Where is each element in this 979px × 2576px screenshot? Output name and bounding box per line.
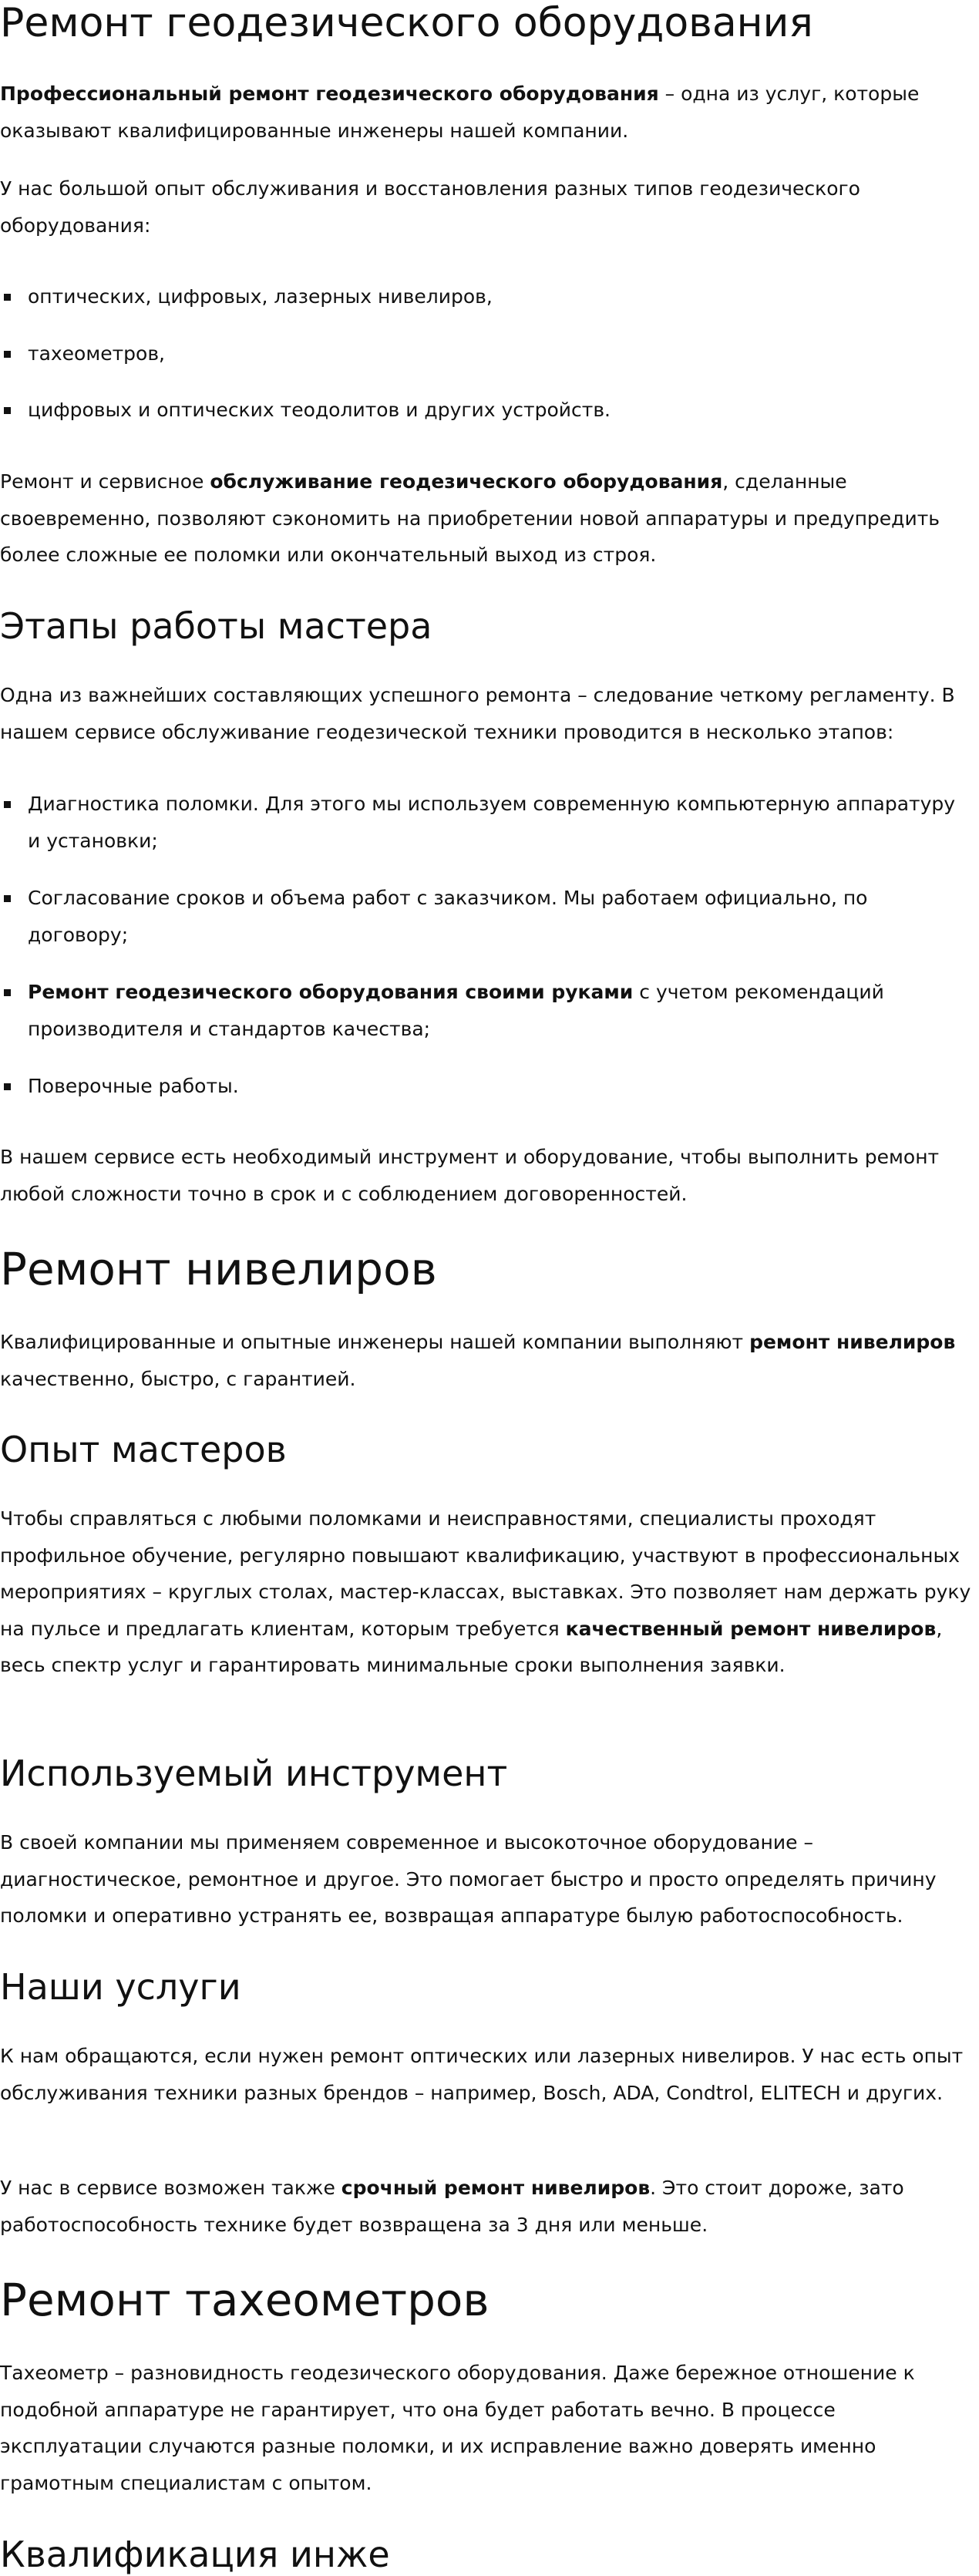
stages-intro: Одна из важнейших составляющих успешного ремонта – следование четкому регламенту. В нашем сервисе обслуживание геодезической техники проводится в несколько этапов: bbox=[0, 684, 955, 743]
list-item: тахеометров, bbox=[0, 335, 973, 372]
stages-heading: Этапы работы мастера bbox=[0, 605, 432, 647]
services-paragraph-2 bbox=[0, 2170, 973, 2243]
masters-bold: качественный ремонт нивелиров bbox=[565, 1617, 937, 1640]
experience-paragraph: У нас большой опыт обслуживания и восстановления разных типов геодезического оборудования: bbox=[0, 177, 860, 237]
levels-heading: Ремонт нивелиров bbox=[0, 1243, 437, 1295]
service-text-post: , сделанные своевременно, позволяют сэкономить на приобретении новой аппаратуры и предупредить более сложные ее поломки или окончательный выход из строя. bbox=[0, 470, 940, 566]
levels-text-post: качественно, быстро, с гарантией. bbox=[0, 1367, 356, 1390]
services-heading: Наши услуги bbox=[0, 1966, 241, 2008]
masters-text-pre: Чтобы справляться с любыми поломками и неисправностями, специалисты проходят профильное обучение, регулярно повышают квалификацию, участвуют в профессиональных мероприятиях – круглых столах, мастер-классах, выставках. Это позволяет нам держать руку на пульсе и предлагать клиентам, которым требуется bbox=[0, 1507, 971, 1640]
list-item: Согласование сроков и объема работ с заказчиком. Мы работаем официально, по договору; bbox=[0, 880, 973, 953]
tools-paragraph: В своей компании мы применяем современное и высокоточное оборудование – диагностическое, ремонтное и другое. Это помогает быстро и просто определять причину поломки и оперативно устранять ее, возвращая аппаратуре былую работоспособность. bbox=[0, 1831, 937, 1927]
levels-paragraph bbox=[0, 1324, 973, 1397]
service-bold: обслуживание геодезического оборудования bbox=[210, 470, 723, 493]
stages-list bbox=[0, 786, 973, 1105]
list-item: Диагностика поломки. Для этого мы используем современную компьютерную аппаратуру и установки; bbox=[0, 786, 973, 859]
list-item: оптических, цифровых, лазерных нивелиров, bbox=[0, 278, 973, 315]
services-text-pre: У нас в сервисе возможен также bbox=[0, 2177, 341, 2199]
page-title: Ремонт геодезического оборудования bbox=[0, 0, 813, 46]
levels-text-pre: Квалифицированные и опытные инженеры нашей компании выполняют bbox=[0, 1331, 750, 1353]
services-text-post: . Это стоит дороже, зато работоспособность технике будет возвращена за 3 дня или меньше. bbox=[0, 2177, 904, 2236]
list-item: цифровых и оптических теодолитов и других устройств. bbox=[0, 392, 973, 429]
intro-text: – одна из услуг, которые оказывают квалифицированные инженеры нашей компании. bbox=[0, 82, 920, 142]
services-paragraph-1: К нам обращаются, если нужен ремонт оптических или лазерных нивелиров. У нас есть опыт обслуживания техники разных брендов – например, Bosch, ADA, Condtrol, ELITECH и других. bbox=[0, 2045, 964, 2104]
masters-heading: Опыт мастеров bbox=[0, 1429, 287, 1470]
services-bold: срочный ремонт нивелиров bbox=[341, 2177, 651, 2199]
service-paragraph bbox=[0, 463, 973, 574]
tools-heading: Используемый инструмент bbox=[0, 1753, 508, 1794]
qualification-heading: Квалификация инже bbox=[0, 2534, 390, 2575]
stages-outro: В нашем сервисе есть необходимый инструмент и оборудование, чтобы выполнить ремонт любой сложности точно в срок и с соблюдением договоренностей. bbox=[0, 1146, 940, 1205]
levels-bold: ремонт нивелиров bbox=[749, 1331, 956, 1353]
list-item bbox=[0, 974, 973, 1047]
stage-text: с учетом рекомендаций производителя и стандартов качества; bbox=[28, 981, 884, 1040]
intro-bold: Профессиональный ремонт геодезического оборудования bbox=[0, 82, 659, 105]
equipment-list bbox=[0, 278, 973, 429]
stage-bold: Ремонт геодезического оборудования своими руками bbox=[28, 981, 634, 1003]
masters-paragraph bbox=[0, 1500, 973, 1684]
service-text-pre: Ремонт и сервисное bbox=[0, 470, 210, 493]
total-stations-heading: Ремонт тахеометров bbox=[0, 2274, 490, 2326]
masters-text-post: , весь спектр услуг и гарантировать минимальные сроки выполнения заявки. bbox=[0, 1617, 943, 1676]
list-item: Поверочные работы. bbox=[0, 1068, 973, 1105]
total-stations-paragraph: Тахеометр – разновидность геодезического оборудования. Даже бережное отношение к подобной аппаратуре не гарантирует, что она будет работать вечно. В процессе эксплуатации случаются разные поломки, и их исправление важно доверять именно грамотным специалистам с опытом. bbox=[0, 2362, 915, 2494]
intro-paragraph bbox=[0, 76, 973, 149]
